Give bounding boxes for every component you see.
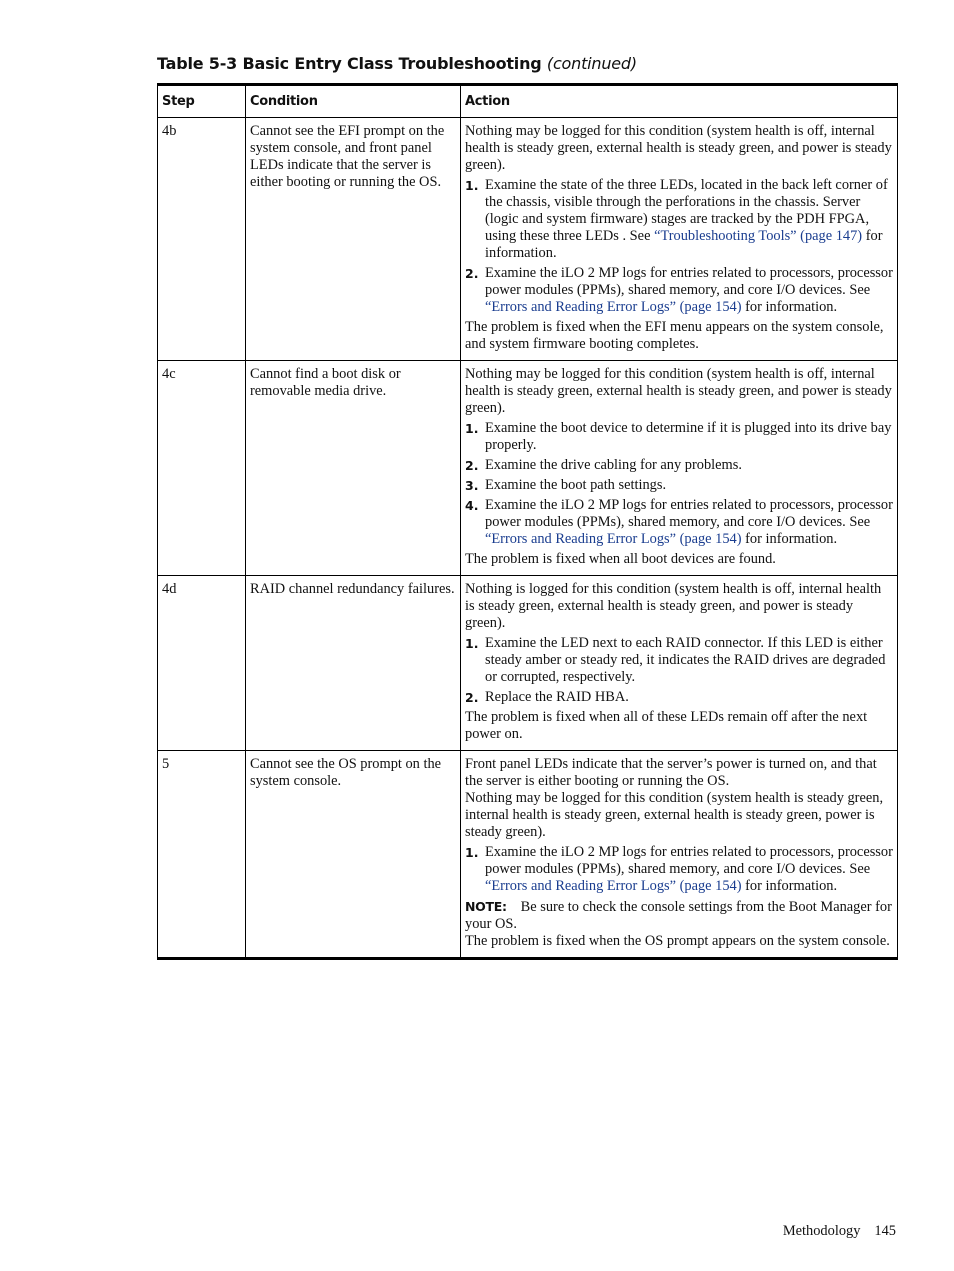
step-number: 1. xyxy=(465,178,479,193)
cross-reference-link[interactable]: “Errors and Reading Error Logs” (page 154) xyxy=(485,531,742,547)
page-footer xyxy=(783,1223,896,1240)
action-steps-list xyxy=(465,420,893,548)
step-number: 4. xyxy=(465,498,479,513)
step-text: Examine the drive cabling for any problems. xyxy=(485,457,742,473)
note xyxy=(465,898,893,933)
step-cell: 4b xyxy=(158,118,246,361)
step-number: 2. xyxy=(465,690,479,705)
step-cell: 4d xyxy=(158,576,246,751)
action-step xyxy=(465,265,893,316)
table-row xyxy=(158,576,898,751)
step-number: 1. xyxy=(465,421,479,436)
action-step xyxy=(465,689,893,706)
action-intro: Nothing may be logged for this condition (system health is off, internal health is steady green, external health is steady green, and power is steady green). xyxy=(465,123,892,173)
action-steps-list xyxy=(465,177,893,316)
troubleshooting-table xyxy=(157,83,898,960)
table-caption xyxy=(157,54,637,73)
action-step xyxy=(465,635,893,686)
step-text-after: for information. xyxy=(741,299,838,315)
step-number: 1. xyxy=(465,845,479,860)
action-outro: The problem is fixed when the OS prompt appears on the system console. xyxy=(465,933,890,949)
condition-cell: Cannot see the EFI prompt on the system console, and front panel LEDs indicate that the server is either booting or running the OS. xyxy=(246,118,461,361)
table-header-row xyxy=(158,85,898,118)
step-number: 1. xyxy=(465,636,479,651)
step-cell: 5 xyxy=(158,751,246,959)
action-step xyxy=(465,420,893,454)
table-caption-label: Table 5-3 Basic Entry Class Troubleshooting xyxy=(157,54,542,73)
footer-section: Methodology xyxy=(782,1223,861,1239)
action-outro: The problem is fixed when the EFI menu appears on the system console, and system firmware booting completes. xyxy=(465,319,884,352)
step-text: Examine the iLO 2 MP logs for entries related to processors, processor power modules (PPMs), shared memory, and core I/O devices. See xyxy=(485,265,893,298)
table-body xyxy=(158,118,898,959)
step-cell: 4c xyxy=(158,361,246,576)
step-text: Replace the RAID HBA. xyxy=(485,689,629,705)
action-step xyxy=(465,177,893,262)
action-intro: Nothing may be logged for this condition (system health is off, internal health is steady green, external health is steady green, and power is steady green). xyxy=(465,366,892,416)
action-intro: Nothing is logged for this condition (system health is off, internal health is steady green, external health is steady green, and power is steady green). xyxy=(465,581,882,631)
action-intro: Front panel LEDs indicate that the server’s power is turned on, and that the server is either booting or running the OS. xyxy=(465,756,877,789)
step-text: Examine the state of the three LEDs, located in the back left corner of the chassis, visible through the perforations in the chassis. Server (logic and system firmware) stages are tracked by the PDH FPGA, using these three LEDs . See xyxy=(485,177,888,244)
step-text-after: for information. xyxy=(741,878,838,894)
table-row xyxy=(158,118,898,361)
step-number: 3. xyxy=(465,478,479,493)
step-text: Examine the iLO 2 MP logs for entries related to processors, processor power modules (PPMs), shared memory, and core I/O devices. See xyxy=(485,844,893,877)
condition-cell: Cannot see the OS prompt on the system console. xyxy=(246,751,461,959)
header-condition: Condition xyxy=(246,85,461,118)
cross-reference-link[interactable]: “Errors and Reading Error Logs” (page 154) xyxy=(485,299,742,315)
action-intro: Nothing may be logged for this condition (system health is steady green, internal health is steady green, external health is steady green, power is steady green). xyxy=(465,790,884,840)
step-text-after: for information. xyxy=(741,531,838,547)
cross-reference-link[interactable]: “Errors and Reading Error Logs” (page 154) xyxy=(485,878,742,894)
cross-reference-link[interactable]: “Troubleshooting Tools” (page 147) xyxy=(654,228,863,244)
table-caption-continued: (continued) xyxy=(546,54,637,73)
action-cell xyxy=(461,361,898,576)
action-step xyxy=(465,457,893,474)
step-number: 2. xyxy=(465,266,479,281)
action-step xyxy=(465,497,893,548)
action-cell xyxy=(461,751,898,959)
action-step xyxy=(465,477,893,494)
action-steps-list xyxy=(465,635,893,706)
table-row xyxy=(158,751,898,959)
step-text: Examine the iLO 2 MP logs for entries related to processors, processor power modules (PPMs), shared memory, and core I/O devices. See xyxy=(485,497,893,530)
action-steps-list xyxy=(465,844,893,895)
header-step: Step xyxy=(158,85,246,118)
step-number: 2. xyxy=(465,458,479,473)
condition-cell: RAID channel redundancy failures. xyxy=(246,576,461,751)
note-label: NOTE: xyxy=(465,899,507,914)
condition-cell: Cannot find a boot disk or removable media drive. xyxy=(246,361,461,576)
action-outro: The problem is fixed when all boot devices are found. xyxy=(465,551,776,567)
header-action: Action xyxy=(461,85,898,118)
step-text: Examine the boot device to determine if it is plugged into its drive bay properly. xyxy=(485,420,892,453)
action-step xyxy=(465,844,893,895)
step-text: Examine the boot path settings. xyxy=(485,477,667,493)
step-text-after: for information. xyxy=(485,228,883,261)
step-text: Examine the LED next to each RAID connector. If this LED is either steady amber or steady red, it indicates the RAID drives are degraded or corrupted, respectively. xyxy=(485,635,886,685)
action-cell xyxy=(461,576,898,751)
action-cell xyxy=(461,118,898,361)
page-number: 145 xyxy=(874,1223,896,1239)
note-text: Be sure to check the console settings from the Boot Manager for your OS. xyxy=(465,899,892,932)
table-row xyxy=(158,361,898,576)
action-outro: The problem is fixed when all of these LEDs remain off after the next power on. xyxy=(465,709,868,742)
